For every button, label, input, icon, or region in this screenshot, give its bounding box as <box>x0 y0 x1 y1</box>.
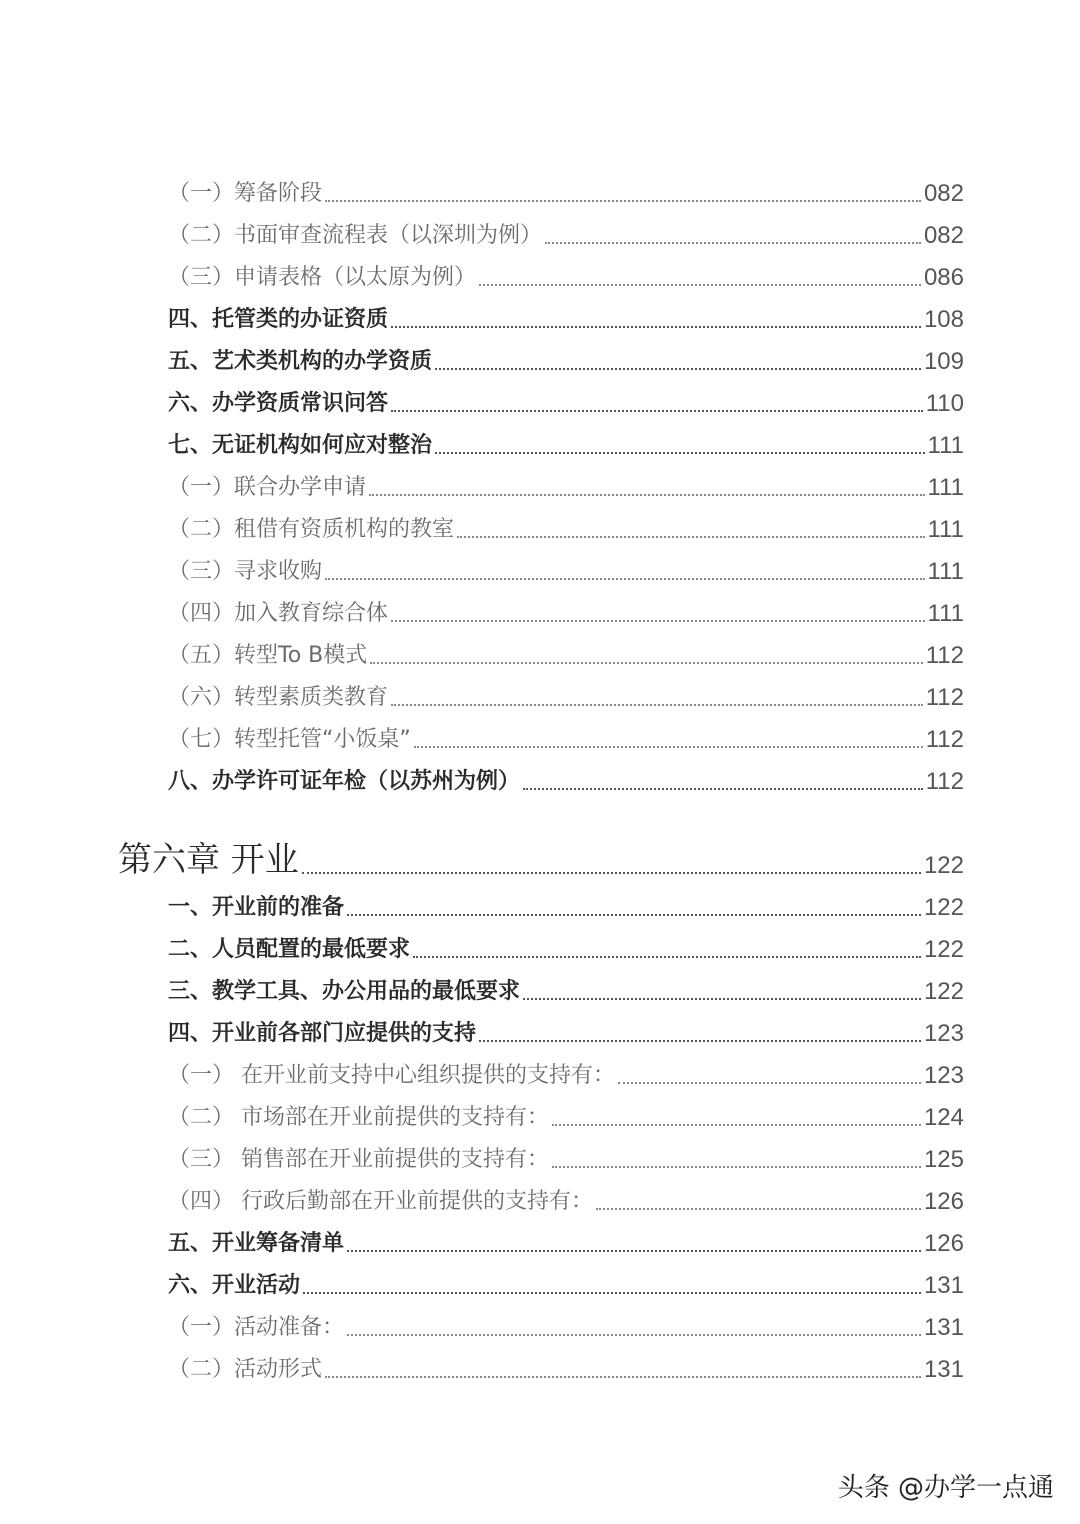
toc-entry-label: 八、办学许可证年检（以苏州为例） <box>168 769 521 794</box>
toc-page-number: 082 <box>923 180 964 207</box>
toc-entry-label: 四、托管类的办证资质 <box>168 307 389 332</box>
toc-sub-entry <box>168 718 964 754</box>
toc-page-number: 125 <box>923 1146 964 1173</box>
toc-entry-label: （三） 销售部在开业前提供的支持有： <box>168 1147 549 1172</box>
toc-page-number: 108 <box>923 306 964 333</box>
dot-leader <box>391 620 925 622</box>
toc-page-number: 131 <box>923 1272 964 1299</box>
toc-page-number: 123 <box>923 1062 964 1089</box>
dot-leader <box>552 1166 921 1168</box>
toc-entry-label: （一）筹备阶段 <box>168 181 323 206</box>
toc-page-number: 122 <box>923 852 964 879</box>
toc-entry-label: （一）活动准备： <box>168 1315 345 1340</box>
toc-entry-label: （二） 市场部在开业前提供的支持有： <box>168 1105 549 1130</box>
dot-leader <box>435 368 921 370</box>
toc-page-number: 112 <box>925 726 964 753</box>
toc-sub-entry <box>168 634 964 670</box>
toc-entry-label: （二）书面审查流程表（以深圳为例） <box>168 223 543 248</box>
toc-entry-label: 四、开业前各部门应提供的支持 <box>168 1021 477 1046</box>
toc-page-number: 122 <box>923 936 964 963</box>
toc-entry-label: 七、无证机构如何应对整治 <box>168 433 433 458</box>
dot-leader <box>552 1124 921 1126</box>
toc-page-number: 112 <box>925 684 964 711</box>
toc-page-number: 111 <box>927 558 964 585</box>
toc-entry-label: （五）转型To B模式 <box>168 643 368 668</box>
toc-entry-label: （二）租借有资质机构的教室 <box>168 517 455 542</box>
toc-entry-label: （三）寻求收购 <box>168 559 323 584</box>
dot-leader <box>325 1376 921 1378</box>
dot-leader <box>596 1208 921 1210</box>
toc-page-number: 110 <box>925 390 964 417</box>
toc-sub-entry <box>168 592 964 628</box>
toc-sub-entry <box>168 1054 964 1090</box>
toc-page-number: 131 <box>923 1356 964 1383</box>
toc-entry-label: （七）转型托管“小饭桌” <box>168 727 411 752</box>
dot-leader <box>391 704 923 706</box>
toc-sub-entry <box>168 172 964 208</box>
toc-section-entry <box>168 928 964 964</box>
toc-section-entry <box>168 760 964 796</box>
dot-leader <box>347 1250 921 1252</box>
dot-leader <box>391 326 921 328</box>
toc-entry-label: （二）活动形式 <box>168 1357 323 1382</box>
dot-leader <box>303 1292 921 1294</box>
toc-entry-label: （三）申请表格（以太原为例） <box>168 265 477 290</box>
dot-leader <box>523 788 923 790</box>
toc-entry-label: 第六章 开业 <box>118 840 299 880</box>
toc-page-number: 122 <box>923 894 964 921</box>
toc-page-number: 109 <box>923 348 964 375</box>
toc-entry-label: 五、艺术类机构的办学资质 <box>168 349 433 374</box>
toc-entry-label: 三、教学工具、办公用品的最低要求 <box>168 979 521 1004</box>
toc-sub-entry <box>168 466 964 502</box>
toc-section-entry <box>168 1012 964 1048</box>
toc-page-number: 124 <box>923 1104 964 1131</box>
toc-entry-label: 一、开业前的准备 <box>168 895 345 920</box>
toc-entry-label: 二、人员配置的最低要求 <box>168 937 411 962</box>
toc-sub-entry <box>168 1180 964 1216</box>
toc-sub-entry <box>168 1096 964 1132</box>
toc-section-entry <box>168 340 964 376</box>
toc-entry-label: 六、办学资质常识问答 <box>168 391 389 416</box>
toc-chapter-heading <box>118 836 964 880</box>
dot-leader <box>370 662 922 664</box>
dot-leader <box>369 494 925 496</box>
toc-page-number: 111 <box>927 600 964 627</box>
toc-sub-entry <box>168 676 964 712</box>
toc-section-entry <box>168 970 964 1006</box>
toc-section-entry <box>168 1222 964 1258</box>
dot-leader <box>435 452 925 454</box>
dot-leader <box>413 956 921 958</box>
toc-entry-label: （一） 在开业前支持中心组织提供的支持有： <box>168 1063 615 1088</box>
watermark-text: 头条 @办学一点通 <box>837 1473 1054 1503</box>
toc-page-number: 111 <box>927 516 964 543</box>
toc-entry-label: （四） 行政后勤部在开业前提供的支持有： <box>168 1189 593 1214</box>
toc-sub-entry <box>168 214 964 250</box>
toc-sub-entry <box>168 1348 964 1384</box>
toc-section-entry <box>168 298 964 334</box>
dot-leader <box>325 578 925 580</box>
toc-entry-label: （六）转型素质类教育 <box>168 685 389 710</box>
toc-page-number: 122 <box>923 978 964 1005</box>
toc-section-entry <box>168 424 964 460</box>
dot-leader <box>391 410 923 412</box>
toc-entry-label: 五、开业筹备清单 <box>168 1231 345 1256</box>
toc-page-number: 123 <box>923 1020 964 1047</box>
dot-leader <box>545 242 921 244</box>
toc-entry-label: （四）加入教育综合体 <box>168 601 389 626</box>
toc-page-number: 082 <box>923 222 964 249</box>
toc-sub-entry <box>168 256 964 292</box>
watermark <box>838 1467 1054 1504</box>
toc-sub-entry <box>168 1306 964 1342</box>
toc-entry-label: 六、开业活动 <box>168 1273 301 1298</box>
dot-leader <box>523 998 921 1000</box>
toc-page-number: 126 <box>923 1188 964 1215</box>
toc-sub-entry <box>168 550 964 586</box>
dot-leader <box>479 284 921 286</box>
toc-page-number: 131 <box>923 1314 964 1341</box>
toc-page-number: 112 <box>925 642 964 669</box>
toc-page-number: 111 <box>927 432 964 459</box>
toc-entry-label: （一）联合办学申请 <box>168 475 367 500</box>
dot-leader <box>457 536 925 538</box>
dot-leader <box>479 1040 921 1042</box>
toc-section-entry <box>168 382 964 418</box>
toc-sub-entry <box>168 1138 964 1174</box>
dot-leader <box>347 914 921 916</box>
dot-leader <box>325 200 921 202</box>
toc-page-number: 111 <box>927 474 964 501</box>
toc-sub-entry <box>168 508 964 544</box>
toc-page-number: 086 <box>923 264 964 291</box>
toc-section-entry <box>168 1264 964 1300</box>
toc-page-number: 112 <box>925 768 964 795</box>
dot-leader <box>347 1334 921 1336</box>
dot-leader <box>302 872 921 874</box>
dot-leader <box>414 746 923 748</box>
toc-page-number: 126 <box>923 1230 964 1257</box>
toc-section-entry <box>168 886 964 922</box>
dot-leader <box>618 1082 921 1084</box>
